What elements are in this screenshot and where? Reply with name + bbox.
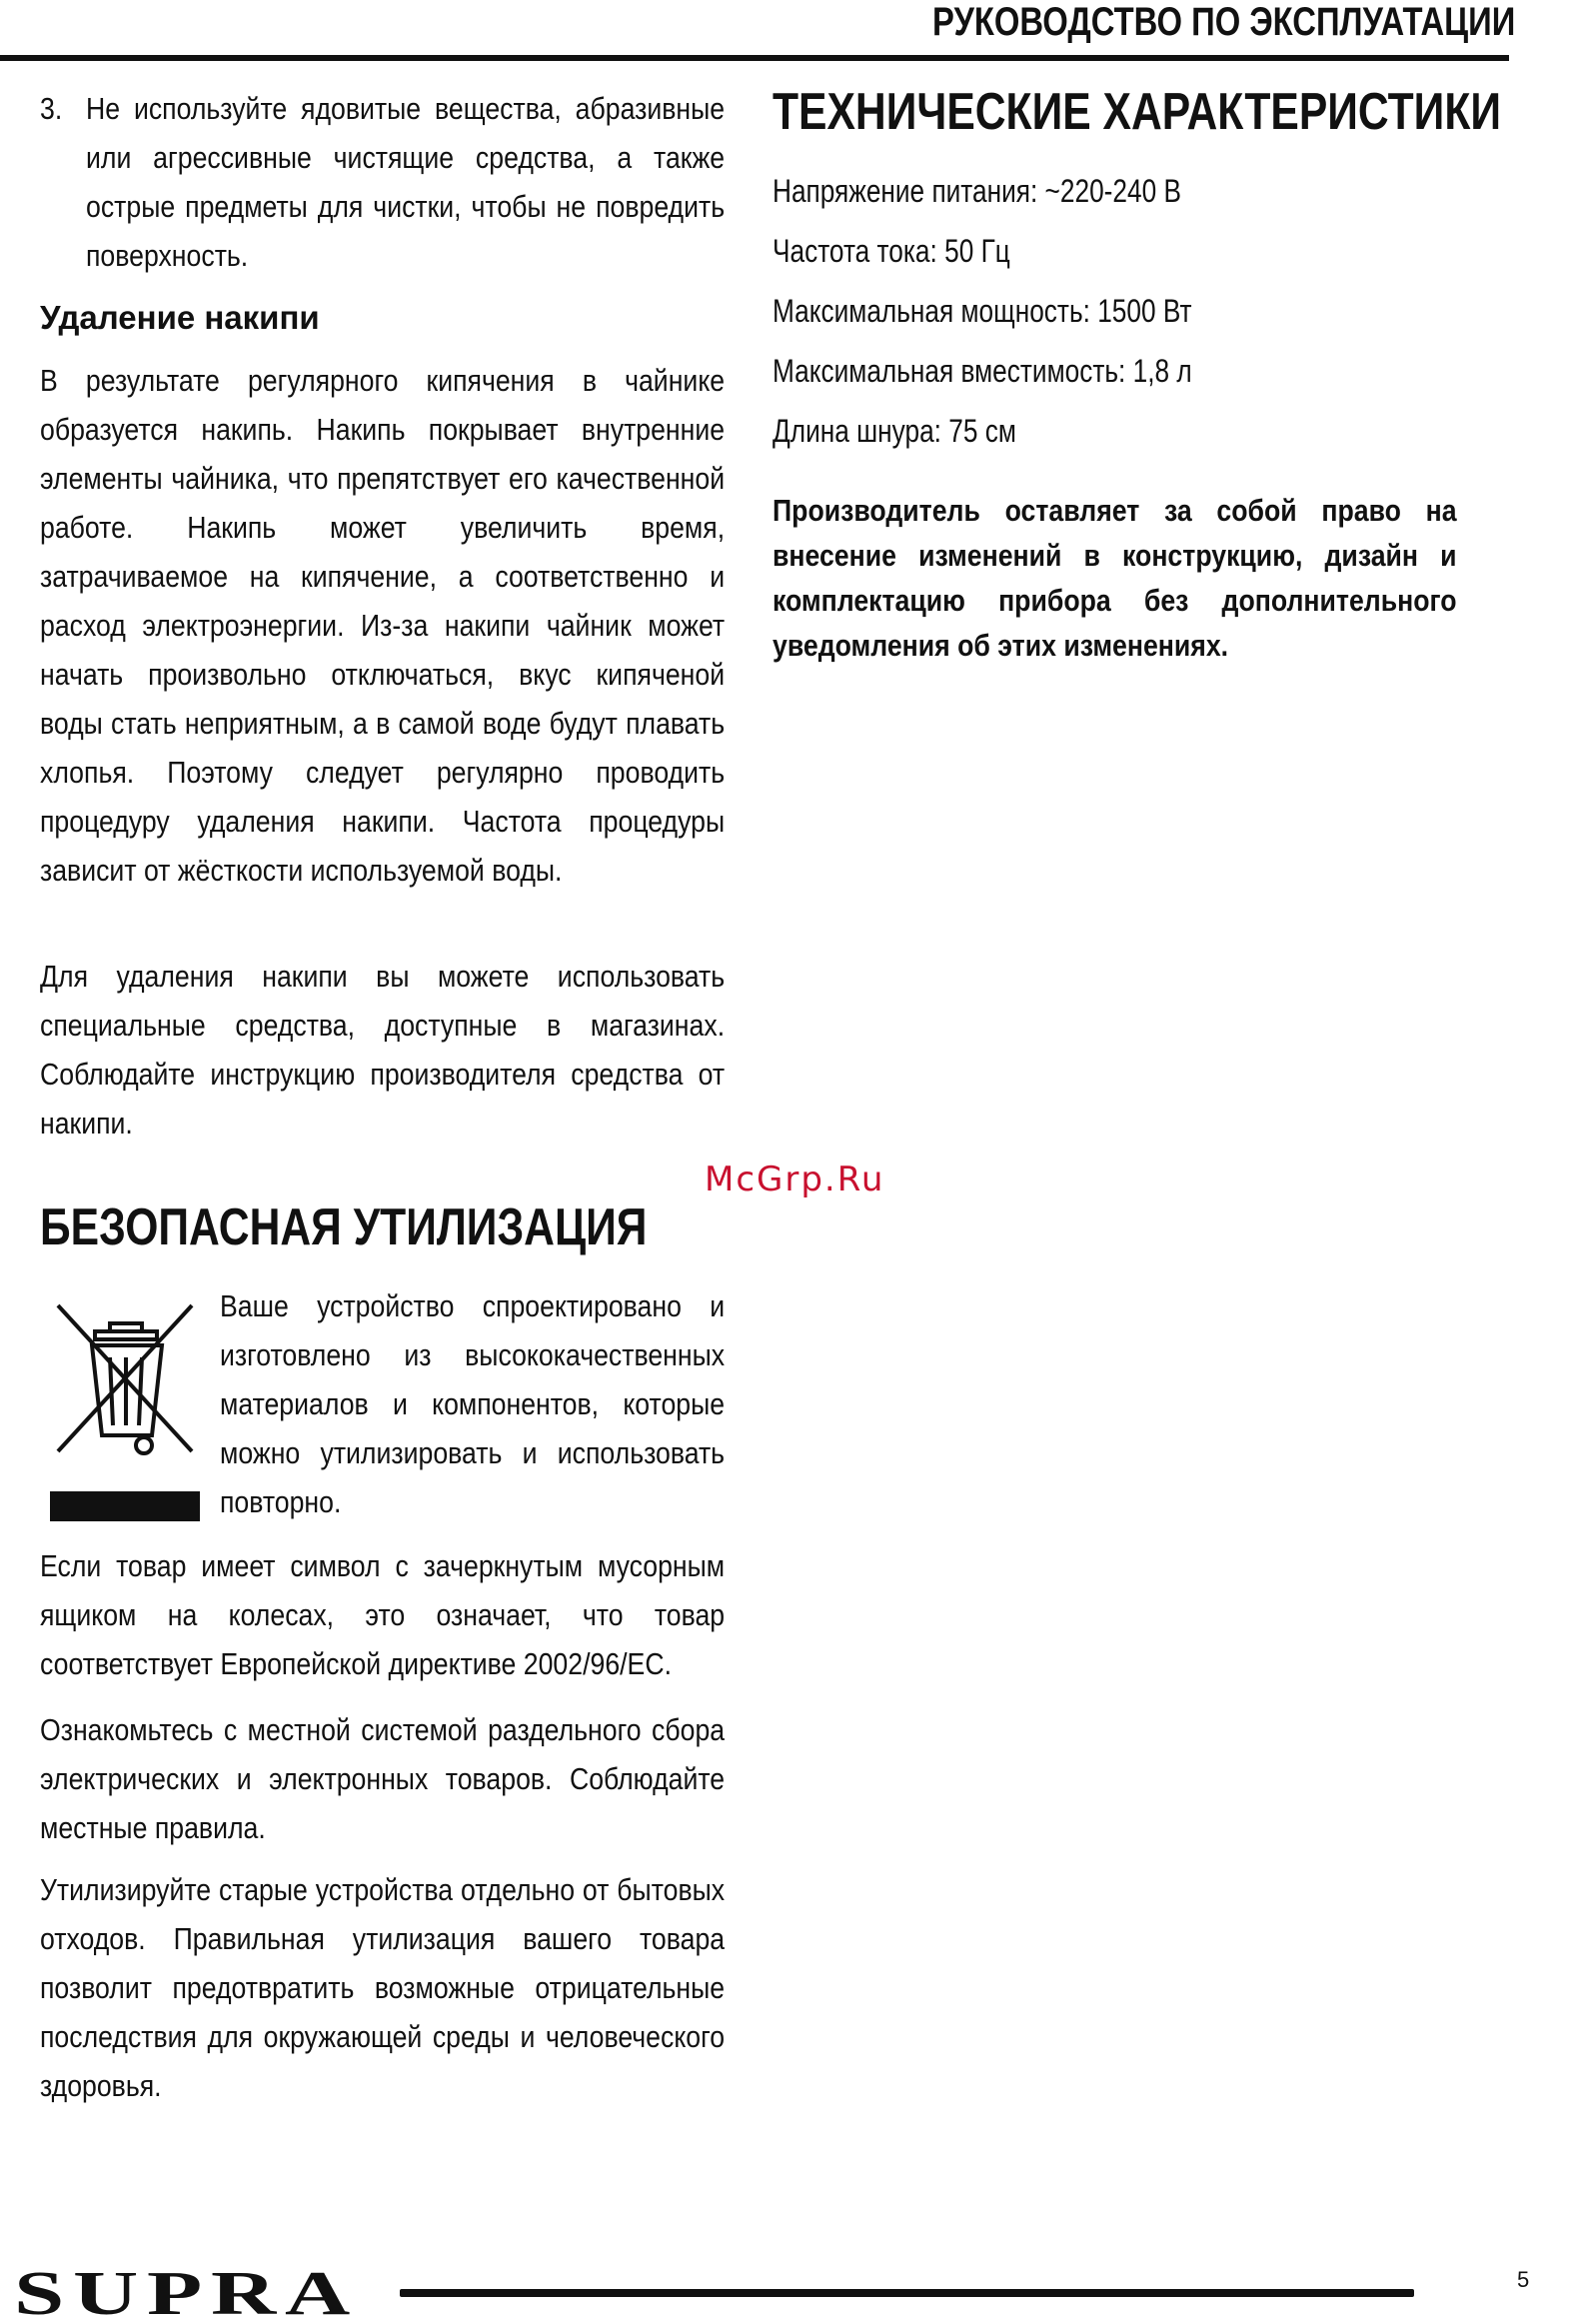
specs-title: ТЕХНИЧЕСКИЕ ХАРАКТЕРИСТИКИ: [773, 83, 1502, 141]
disposal-paragraph-2: Ознакомьтесь с местной системой раздельного сбора электрических и электронных товаров. Соблюдайте местные правила.: [40, 1712, 726, 1845]
disposal-title: БЕЗОПАСНАЯ УТИЛИЗАЦИЯ: [40, 1198, 648, 1256]
page-header-title: РУКОВОДСТВО ПО ЭКСПЛУАТАЦИИ: [931, 0, 1515, 44]
spec-frequency: Частота тока: 50 Гц: [773, 233, 1010, 269]
disposal-paragraph-3: Утилизируйте старые устройства отдельно от бытовых отходов. Правильная утилизация вашего товара позволит предотвратить возможные отрицательные последствия для окружающей среды и человеческого здоровья.: [40, 1872, 726, 2103]
list-item-number: 3.: [40, 91, 63, 126]
spec-cord-length: Длина шнура: 75 см: [773, 413, 1016, 449]
brand-name: SUPRA: [14, 2264, 359, 2320]
descale-heading: Удаление накипи: [40, 299, 320, 336]
spec-capacity: Максимальная вместимость: 1,8 л: [773, 353, 1192, 389]
descale-paragraph-1: В результате регулярного кипячения в чайнике образуется накипь. Накипь покрывает внутренние элементы чайника, что препятствует его качественной работе. Накипь может увеличить время, затрачиваемое на кипячение, а соответственно и расход электроэнергии. Из-за накипи чайник может начать произвольно отключаться, вкус кипяченой воды стать неприятным, а в самой воде будут плавать хлопья. Поэтому следует регулярно проводить процедуру удаления накипи. Частота процедуры зависит от жёсткости используемой воды.: [40, 363, 726, 888]
manufacturer-notice: Производитель оставляет за собой право на внесение изменений в конструкцию, дизайн и комплектацию прибора без дополнительного уведомления об этих изменениях.: [773, 493, 1457, 663]
disposal-icon-text: Ваше устройство спроектировано и изготовлено из высококачественных материалов и компонентов, которые можно утилизировать и использовать повторно.: [220, 1288, 726, 1519]
watermark-link[interactable]: McGrp.Ru: [705, 1160, 885, 1199]
supra-logo: [14, 2264, 359, 2320]
spec-power: Максимальная мощность: 1500 Вт: [773, 293, 1192, 329]
spec-voltage: Напряжение питания: ~220-240 В: [773, 173, 1181, 209]
header-divider: [0, 55, 1509, 61]
list-item-text: Не используйте ядовитые вещества, абразивные или агрессивные чистящие средства, а также острые предметы для чистки, чтобы не повредить поверхность.: [86, 91, 726, 273]
crossed-out-bin-icon: [50, 1301, 200, 1521]
disposal-paragraph-1: Если товар имеет символ с зачеркнутым мусорным ящиком на колесах, это означает, что товар соответствует Европейской директиве 2002/96/EC.: [40, 1548, 726, 1681]
page-number: 5: [1517, 2267, 1530, 2292]
descale-paragraph-2: Для удаления накипи вы можете использовать специальные средства, доступные в магазинах. Соблюдайте инструкцию производителя средства от накипи.: [40, 959, 726, 1141]
footer-divider: [400, 2289, 1414, 2297]
